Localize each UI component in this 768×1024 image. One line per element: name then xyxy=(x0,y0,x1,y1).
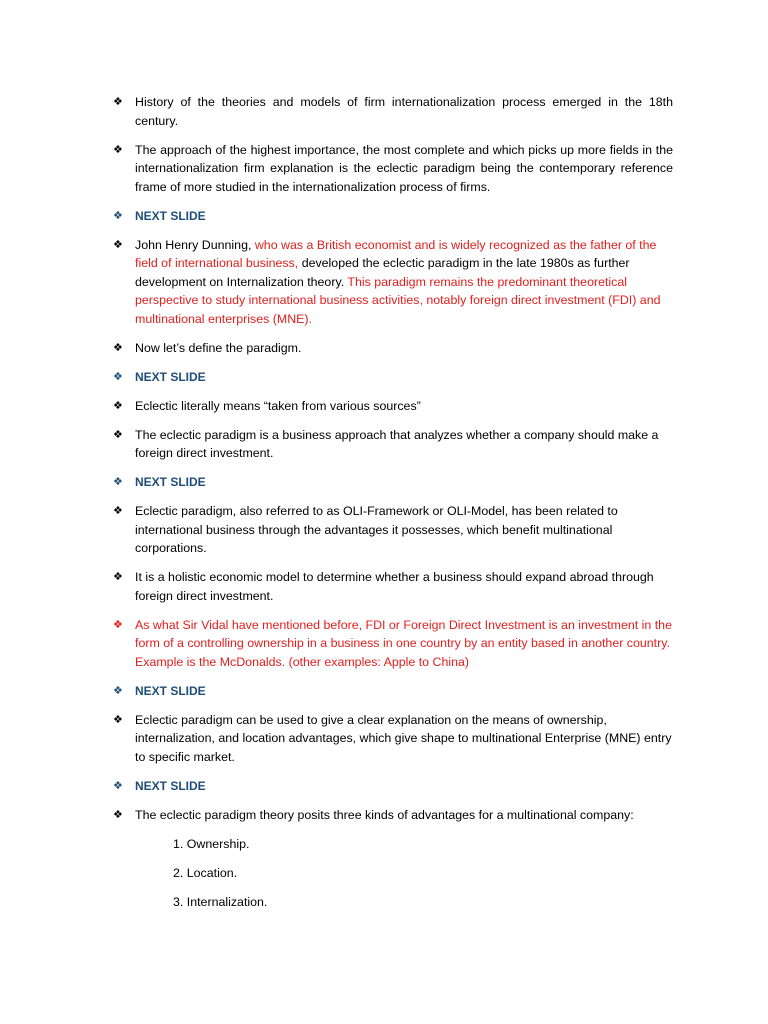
diamond-bullet-icon: ❖ xyxy=(113,96,123,108)
item-text: The eclectic paradigm is a business approach that analyzes whether a company should make a foreign direct investment. xyxy=(135,427,659,460)
diamond-bullet-icon: ❖ xyxy=(113,341,123,354)
list-item xyxy=(113,397,673,416)
advantage-item: 2. Location. xyxy=(173,865,238,880)
item-text: The approach of the highest importance, the most complete and which picks up more fields in the internationalization firm explanation is the eclectic paradigm being the contemporary reference frame of more studied in the internationalization process of firms. xyxy=(135,142,673,194)
next-slide-heading xyxy=(113,368,673,387)
heading-text: NEXT SLIDE xyxy=(135,208,206,223)
item-text: History of the theories and models of firm internationalization process emerged in the 18th century. xyxy=(135,95,673,128)
diamond-bullet-icon: ❖ xyxy=(113,618,123,631)
advantage-item: 3. Internalization. xyxy=(173,894,268,909)
item-text xyxy=(135,238,660,326)
diamond-bullet-icon: ❖ xyxy=(113,476,123,488)
item-text: Now let’s define the paradigm. xyxy=(135,340,302,355)
highlight-text: who was a British economist and is widely recognized as the father of the field of international business, xyxy=(135,237,657,270)
diamond-bullet-icon: ❖ xyxy=(113,571,123,583)
diamond-bullet-icon: ❖ xyxy=(113,779,123,792)
diamond-bullet-icon: ❖ xyxy=(113,684,123,697)
item-text: As what Sir Vidal have mentioned before, FDI or Foreign Direct Investment is an investment in the form of a controlling ownership in a business in one country by an entity based in another country. Example is the McDonalds. (other examples: Apple to China) xyxy=(135,617,672,669)
diamond-bullet-icon: ❖ xyxy=(113,808,123,821)
heading-text: NEXT SLIDE xyxy=(135,475,206,489)
diamond-bullet-icon: ❖ xyxy=(113,238,123,251)
heading-text: NEXT SLIDE xyxy=(135,369,206,384)
diamond-bullet-icon: ❖ xyxy=(113,399,123,412)
next-slide-heading xyxy=(113,682,673,701)
heading-text: NEXT SLIDE xyxy=(135,778,206,793)
next-slide-heading xyxy=(113,777,673,796)
diamond-bullet-icon: ❖ xyxy=(113,505,123,517)
advantages-list xyxy=(113,835,673,912)
item-text-part: developed the eclectic paradigm in the late 1980s as further development on Internalization theory. xyxy=(135,256,630,289)
list-item xyxy=(113,806,673,825)
item-text: Eclectic literally means “taken from various sources” xyxy=(135,398,421,413)
list-item xyxy=(113,502,673,558)
list-item-highlight xyxy=(113,616,673,672)
list-item xyxy=(113,426,673,463)
item-text: Eclectic paradigm can be used to give a clear explanation on the means of ownership, internalization, and location advantages, which give shape to multinational Enterprise (MNE) entry to specific market. xyxy=(135,712,672,764)
diamond-bullet-icon: ❖ xyxy=(113,713,123,726)
diamond-bullet-icon: ❖ xyxy=(113,370,123,383)
diamond-bullet-icon: ❖ xyxy=(113,143,123,156)
list-item xyxy=(113,141,673,197)
list-item xyxy=(113,568,673,605)
item-text: The eclectic paradigm theory posits three kinds of advantages for a multinational company: xyxy=(135,807,634,822)
list-item xyxy=(113,339,673,358)
diamond-bullet-icon: ❖ xyxy=(113,209,123,222)
highlight-text: This paradigm remains the predominant theoretical perspective to study international business activities, notably foreign direct investment (FDI) and multinational enterprises (MNE). xyxy=(135,274,661,326)
list-item xyxy=(113,236,673,329)
next-slide-heading xyxy=(113,473,673,492)
diamond-bullet-icon: ❖ xyxy=(113,428,123,441)
list-item xyxy=(113,711,673,767)
heading-text: NEXT SLIDE xyxy=(135,683,206,698)
advantage-item: 1. Ownership. xyxy=(173,836,250,851)
bullet-list xyxy=(113,93,673,922)
next-slide-heading xyxy=(113,207,673,226)
item-text-part: John Henry Dunning, xyxy=(135,237,255,252)
item-text: Eclectic paradigm, also referred to as OLI-Framework or OLI-Model, has been related to international business through the advantages it possesses, which benefit multinational corporations. xyxy=(135,504,618,555)
list-item xyxy=(113,93,673,130)
item-text: It is a holistic economic model to determine whether a business should expand abroad through foreign direct investment. xyxy=(135,570,654,603)
